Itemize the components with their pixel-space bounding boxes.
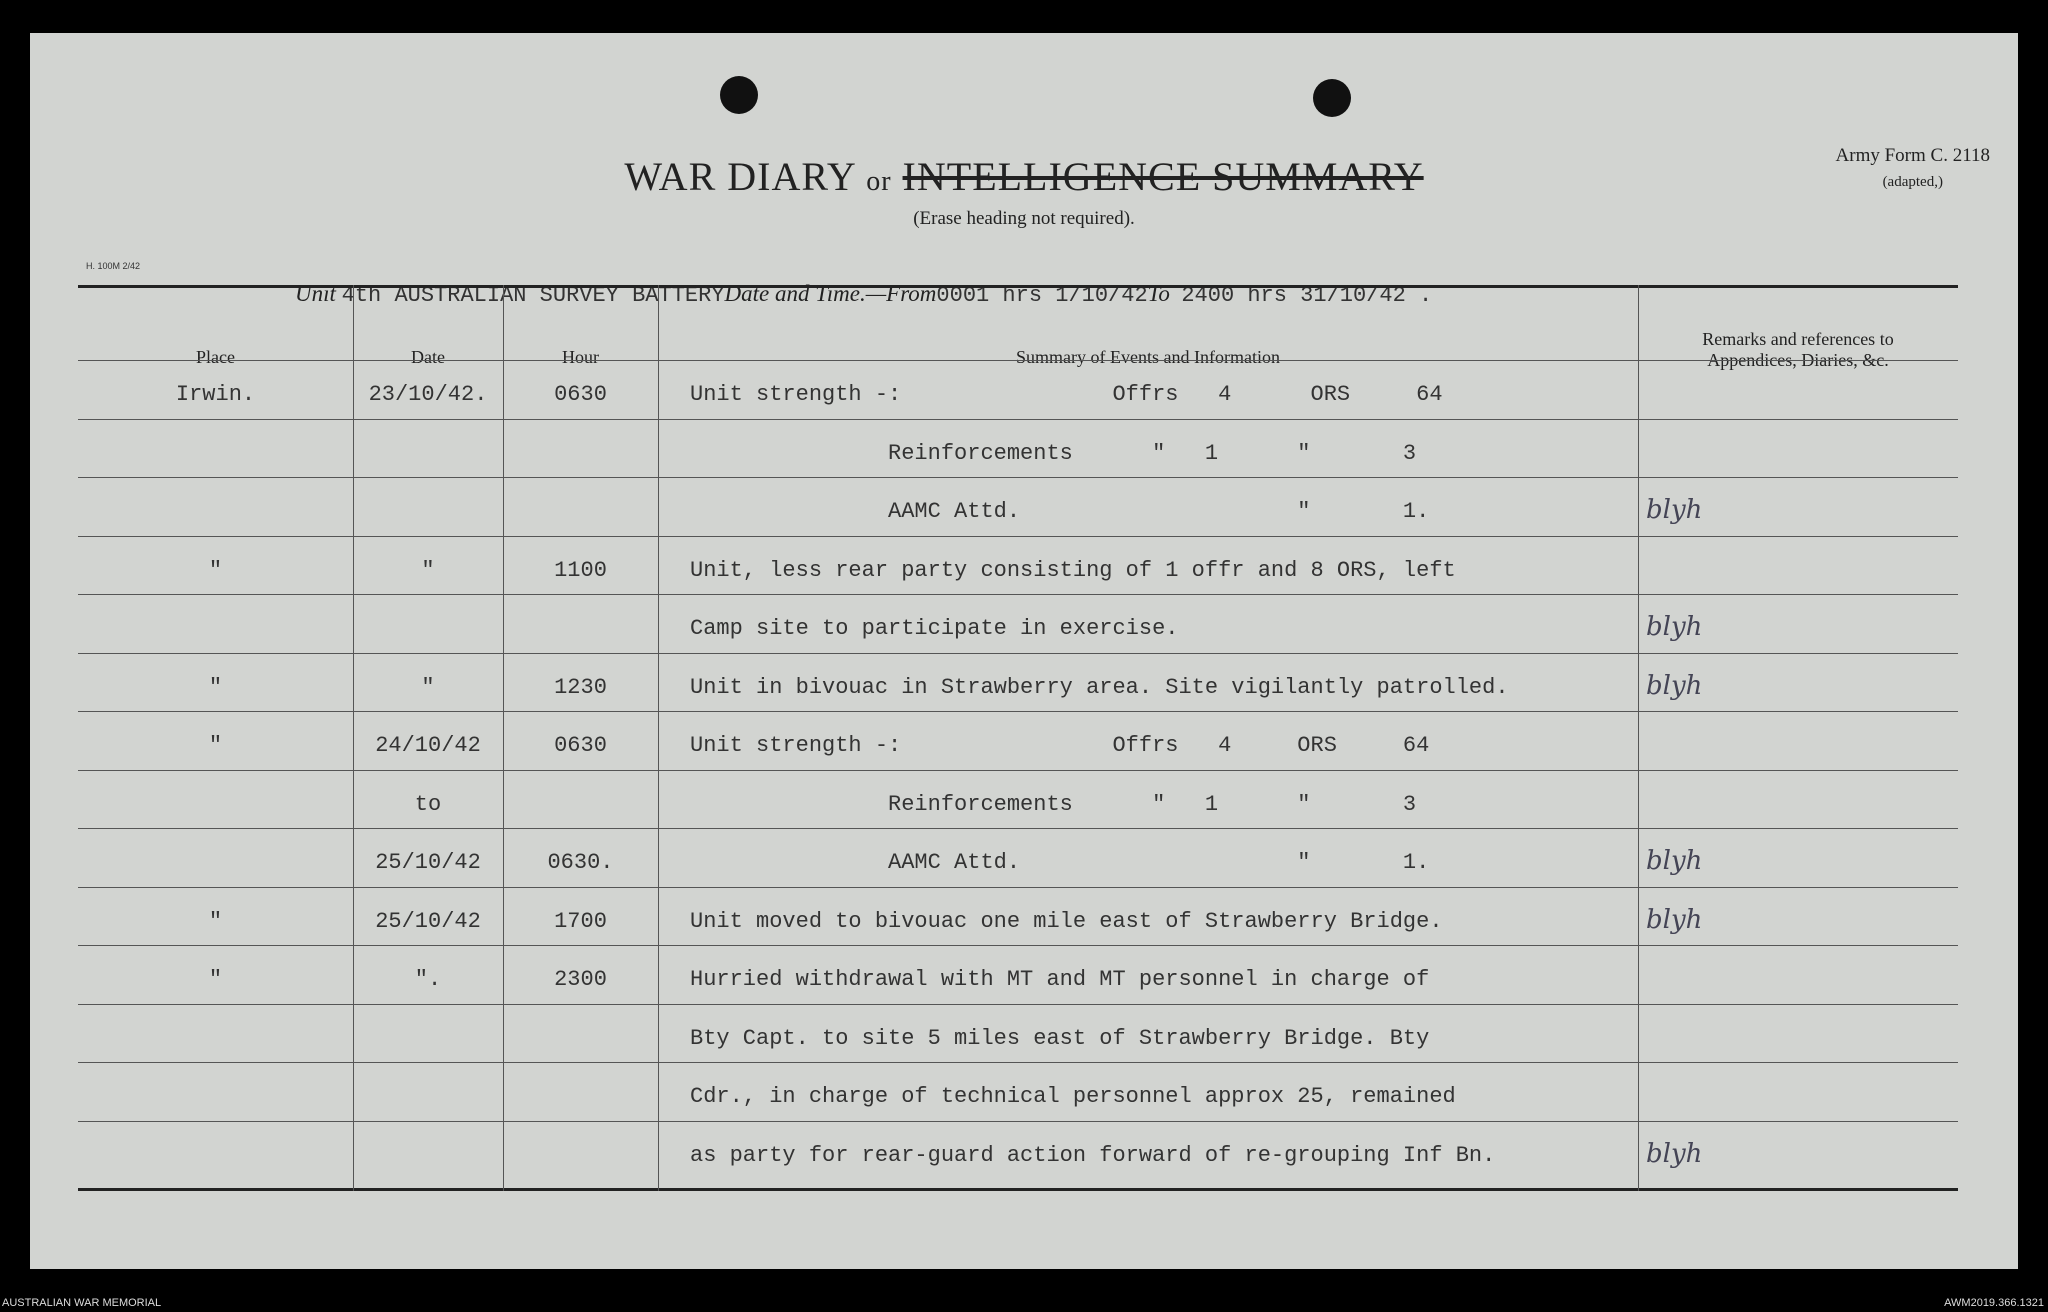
punch-hole-right: [1313, 79, 1351, 117]
remarks-initials: blyh: [1646, 612, 1703, 642]
row-rule: [78, 419, 1958, 420]
row-rule: [78, 1121, 1958, 1122]
cell-place: ": [208, 967, 223, 992]
cell-summary: as party for rear-guard action forward of re-grouping Inf Bn.: [690, 1142, 1496, 1168]
cell-date: to: [414, 791, 442, 817]
cell-summary: Unit in bivouac in Strawberry area. Site vigilantly patrolled.: [690, 674, 1509, 700]
row-rule: [78, 360, 1958, 361]
row-rule: [78, 887, 1958, 888]
row-rule: [78, 1062, 1958, 1063]
army-form-label: [1836, 143, 1990, 195]
header-summary: Summary of Events and Information: [1016, 347, 1280, 367]
remarks-initials: blyh: [1646, 846, 1703, 876]
unit-label: Unit: [295, 281, 336, 306]
page-title: [30, 153, 2018, 200]
header-date: Date: [411, 347, 445, 367]
row-rule: [78, 945, 1958, 946]
header-remarks-line-1: Remarks and references to: [1702, 329, 1894, 349]
title-main: WAR DIARY: [624, 154, 856, 199]
cell-summary: Unit strength -: Offrs 4 ORS 64: [690, 382, 1443, 407]
row-rule: [78, 477, 1958, 478]
remarks-initials: blyh: [1646, 1138, 1703, 1169]
cell-place: Irwin.: [175, 382, 256, 407]
cell-date: 25/10/42: [375, 908, 481, 934]
title-struck: INTELLIGENCE SUMMARY: [902, 154, 1424, 199]
cell-date: ": [421, 674, 435, 700]
diary-page: [30, 33, 2018, 1269]
cell-hour: 1230: [554, 674, 607, 700]
cell-hour: 1700: [554, 908, 607, 934]
date-label: Date and Time.—From: [724, 281, 937, 306]
from-value: 0001 hrs 1/10/42: [936, 283, 1148, 308]
row-rule: [78, 1004, 1958, 1005]
row-rule: [78, 536, 1958, 537]
cell-place: ": [208, 557, 223, 583]
remarks-initials: blyh: [1646, 904, 1703, 935]
cell-place: ": [208, 674, 223, 700]
cell-date: ".: [414, 967, 442, 992]
table-bottom-rule: [78, 1188, 1958, 1191]
cell-date: 25/10/42: [375, 850, 481, 875]
cell-summary: Cdr., in charge of technical personnel approx 25, remained: [690, 1084, 1456, 1109]
punch-hole-left: [720, 76, 758, 114]
title-or: or: [866, 166, 892, 197]
cell-summary: Reinforcements " 1 " 3: [690, 440, 1417, 466]
to-value: 2400 hrs 31/10/42 .: [1181, 283, 1433, 308]
cell-place: ": [208, 733, 223, 758]
subtitle: (Erase heading not required).: [913, 208, 1135, 229]
unit-value: 4th AUSTRALIAN SURVEY BATTERY: [341, 283, 725, 308]
cell-summary: Camp site to participate in exercise.: [690, 616, 1179, 641]
print-code: H. 100M 2/42: [86, 261, 141, 271]
cell-summary: AAMC Attd. " 1.: [690, 850, 1430, 875]
cell-date: ": [421, 557, 435, 583]
cell-hour: 2300: [554, 967, 607, 992]
cell-summary: Unit moved to bivouac one mile east of Strawberry Bridge.: [690, 908, 1443, 934]
row-rule: [78, 828, 1958, 829]
row-rule: [78, 770, 1958, 771]
footer-reference: AWM2019.366.1321: [1944, 1297, 2044, 1309]
remarks-initials: blyh: [1646, 495, 1703, 525]
cell-summary: Bty Capt. to site 5 miles east of Strawberry Bridge. Bty: [690, 1025, 1430, 1051]
army-form-adapted: (adapted,): [1882, 174, 1943, 190]
row-rule: [78, 594, 1958, 595]
army-form-number: Army Form C. 2118: [1835, 145, 1990, 166]
cell-date: 23/10/42.: [368, 382, 488, 407]
cell-hour: 1100: [554, 557, 607, 583]
cell-hour: 0630: [554, 733, 607, 758]
cell-place: ": [208, 908, 223, 934]
header-remarks: [1638, 329, 1958, 371]
header-remarks-line-2: Appendices, Diaries, &c.: [1707, 350, 1889, 370]
diary-table: [78, 285, 1958, 1191]
row-rule: [78, 653, 1958, 654]
to-label: To: [1147, 281, 1170, 306]
cell-hour: 0630.: [547, 850, 614, 875]
cell-summary: Unit, less rear party consisting of 1 offr and 8 ORS, left: [690, 557, 1456, 583]
row-rule: [78, 711, 1958, 712]
table-top-rule: [78, 285, 1958, 288]
remarks-initials: blyh: [1646, 670, 1703, 701]
footer-source: AUSTRALIAN WAR MEMORIAL: [2, 1297, 162, 1309]
divider-hour-summary: [658, 285, 659, 1191]
cell-date: 24/10/42: [375, 733, 481, 758]
cell-summary: Hurried withdrawal with MT and MT personnel in charge of: [690, 967, 1430, 992]
cell-summary: Unit strength -: Offrs 4 ORS 64: [690, 733, 1430, 758]
header-place: Place: [196, 347, 235, 367]
cell-summary: Reinforcements " 1 " 3: [690, 791, 1417, 817]
cell-summary: AAMC Attd. " 1.: [690, 499, 1430, 524]
header-hour: Hour: [562, 347, 599, 367]
cell-hour: 0630: [554, 382, 607, 407]
